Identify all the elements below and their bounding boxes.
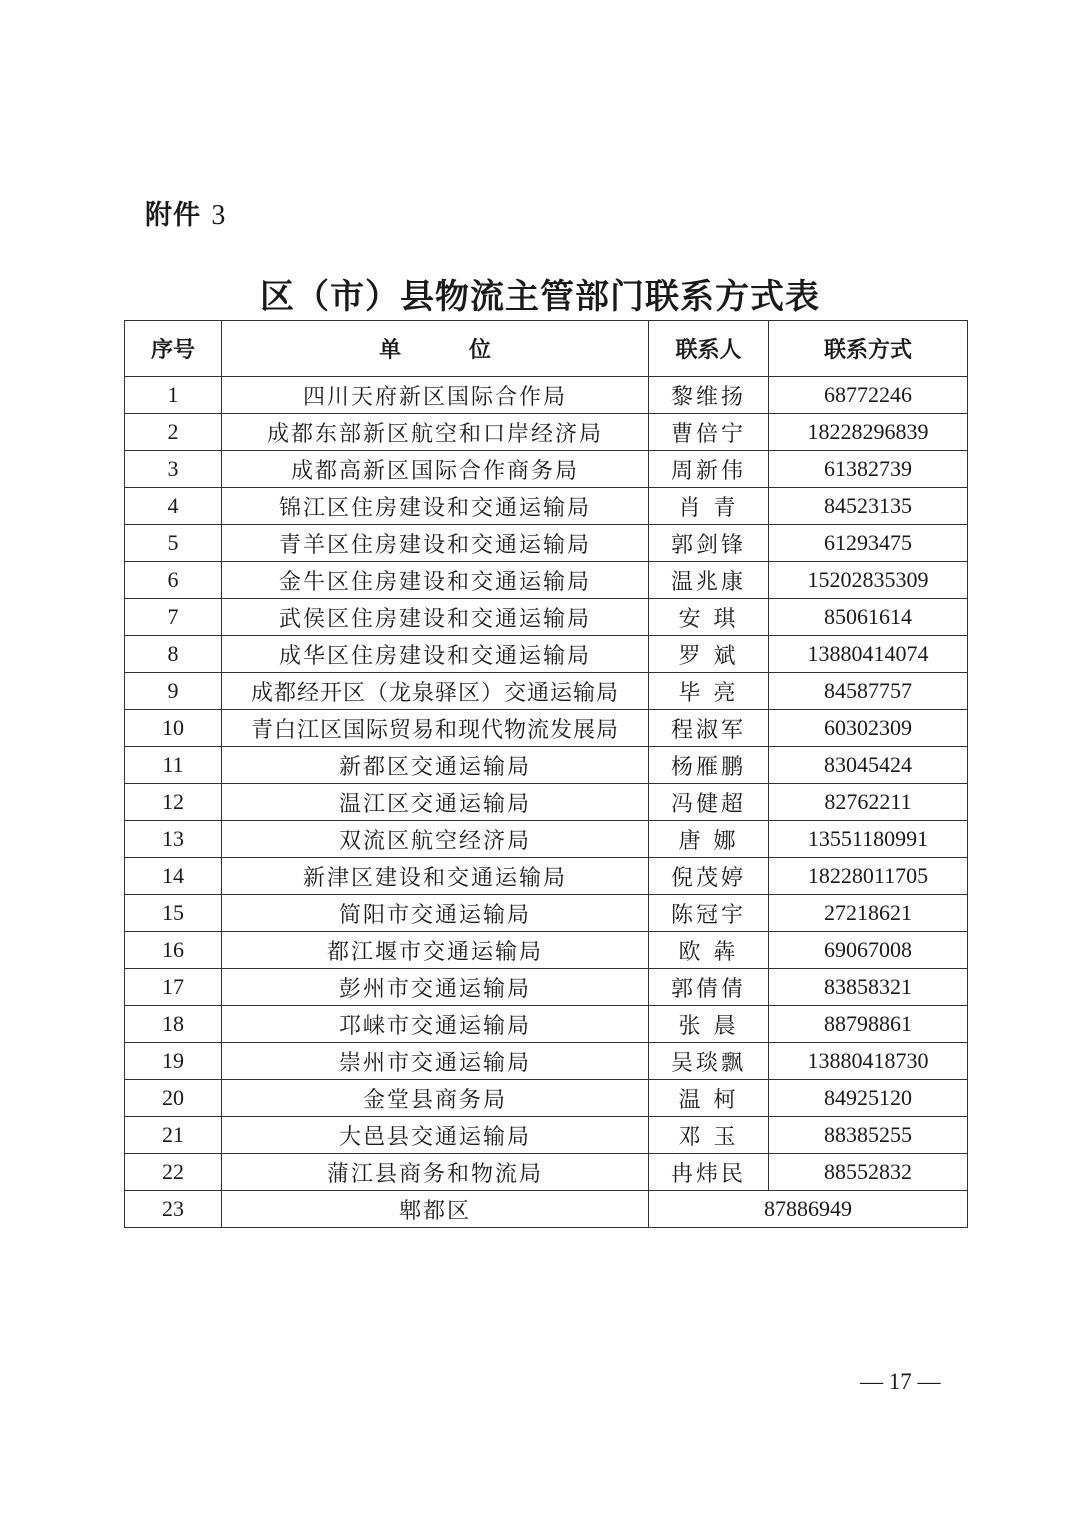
cell-seq: 3 bbox=[125, 451, 222, 488]
cell-contact: 温兆康 bbox=[649, 562, 769, 599]
cell-unit: 金堂县商务局 bbox=[222, 1080, 649, 1117]
table-row bbox=[125, 636, 968, 673]
cell-unit: 崇州市交通运输局 bbox=[222, 1043, 649, 1080]
cell-contact: 唐 娜 bbox=[649, 821, 769, 858]
cell-unit: 邛崃市交通运输局 bbox=[222, 1006, 649, 1043]
cell-phone: 84587757 bbox=[769, 673, 968, 710]
cell-contact: 温 柯 bbox=[649, 1080, 769, 1117]
attachment-number: 3 bbox=[211, 200, 227, 231]
cell-phone: 60302309 bbox=[769, 710, 968, 747]
table-row bbox=[125, 710, 968, 747]
cell-contact: 黎维扬 bbox=[649, 377, 769, 414]
cell-phone: 27218621 bbox=[769, 895, 968, 932]
table-row-last bbox=[125, 1191, 968, 1228]
cell-contact: 欧 犇 bbox=[649, 932, 769, 969]
header-unit: 单 位 bbox=[222, 321, 649, 377]
cell-unit: 成都经开区（龙泉驿区）交通运输局 bbox=[222, 673, 649, 710]
header-phone: 联系方式 bbox=[769, 321, 968, 377]
table-row bbox=[125, 1080, 968, 1117]
cell-phone: 83045424 bbox=[769, 747, 968, 784]
header-contact: 联系人 bbox=[649, 321, 769, 377]
cell-seq: 12 bbox=[125, 784, 222, 821]
cell-unit: 蒲江县商务和物流局 bbox=[222, 1154, 649, 1191]
cell-phone: 82762211 bbox=[769, 784, 968, 821]
cell-unit: 成都东部新区航空和口岸经济局 bbox=[222, 414, 649, 451]
table-row bbox=[125, 895, 968, 932]
cell-seq: 4 bbox=[125, 488, 222, 525]
table-row bbox=[125, 377, 968, 414]
cell-contact: 曹倍宁 bbox=[649, 414, 769, 451]
table-row bbox=[125, 932, 968, 969]
cell-seq: 11 bbox=[125, 747, 222, 784]
cell-contact: 肖 青 bbox=[649, 488, 769, 525]
cell-phone: 18228296839 bbox=[769, 414, 968, 451]
page-number: — 17 — bbox=[860, 1369, 941, 1394]
cell-contact: 毕 亮 bbox=[649, 673, 769, 710]
cell-seq: 7 bbox=[125, 599, 222, 636]
cell-contact: 安 琪 bbox=[649, 599, 769, 636]
cell-seq: 1 bbox=[125, 377, 222, 414]
cell-seq: 20 bbox=[125, 1080, 222, 1117]
cell-phone: 84523135 bbox=[769, 488, 968, 525]
cell-unit: 成都高新区国际合作商务局 bbox=[222, 451, 649, 488]
cell-phone: 61382739 bbox=[769, 451, 968, 488]
cell-contact: 邓 玉 bbox=[649, 1117, 769, 1154]
cell-seq: 14 bbox=[125, 858, 222, 895]
cell-phone: 68772246 bbox=[769, 377, 968, 414]
cell-unit: 金牛区住房建设和交通运输局 bbox=[222, 562, 649, 599]
cell-unit: 武侯区住房建设和交通运输局 bbox=[222, 599, 649, 636]
table-row bbox=[125, 525, 968, 562]
cell-unit: 彭州市交通运输局 bbox=[222, 969, 649, 1006]
table-row bbox=[125, 1154, 968, 1191]
cell-seq: 13 bbox=[125, 821, 222, 858]
table-row bbox=[125, 969, 968, 1006]
cell-seq: 6 bbox=[125, 562, 222, 599]
table-header-row bbox=[125, 321, 968, 377]
table-row bbox=[125, 488, 968, 525]
header-seq: 序号 bbox=[125, 321, 222, 377]
table-row bbox=[125, 414, 968, 451]
cell-unit: 双流区航空经济局 bbox=[222, 821, 649, 858]
cell-phone: 85061614 bbox=[769, 599, 968, 636]
cell-seq: 5 bbox=[125, 525, 222, 562]
cell-phone: 13551180991 bbox=[769, 821, 968, 858]
cell-seq: 10 bbox=[125, 710, 222, 747]
cell-seq: 22 bbox=[125, 1154, 222, 1191]
page-title: 区（市）县物流主管部门联系方式表 bbox=[260, 277, 820, 317]
cell-unit: 青羊区住房建设和交通运输局 bbox=[222, 525, 649, 562]
cell-phone: 13880414074 bbox=[769, 636, 968, 673]
cell-unit: 新津区建设和交通运输局 bbox=[222, 858, 649, 895]
table-row bbox=[125, 1006, 968, 1043]
cell-phone: 84925120 bbox=[769, 1080, 968, 1117]
cell-seq: 23 bbox=[125, 1191, 222, 1228]
table-row bbox=[125, 821, 968, 858]
cell-unit: 简阳市交通运输局 bbox=[222, 895, 649, 932]
cell-contact: 吴琰飘 bbox=[649, 1043, 769, 1080]
cell-contact: 冉炜民 bbox=[649, 1154, 769, 1191]
cell-phone: 88385255 bbox=[769, 1117, 968, 1154]
cell-seq: 2 bbox=[125, 414, 222, 451]
attachment-text: 附件 bbox=[145, 200, 201, 231]
contacts-table bbox=[124, 320, 968, 1228]
cell-seq: 16 bbox=[125, 932, 222, 969]
cell-unit: 新都区交通运输局 bbox=[222, 747, 649, 784]
table-row bbox=[125, 858, 968, 895]
cell-phone: 13880418730 bbox=[769, 1043, 968, 1080]
table-row bbox=[125, 673, 968, 710]
cell-contact: 郭剑锋 bbox=[649, 525, 769, 562]
table-body bbox=[125, 377, 968, 1228]
cell-unit: 大邑县交通运输局 bbox=[222, 1117, 649, 1154]
table-row bbox=[125, 599, 968, 636]
table-row bbox=[125, 747, 968, 784]
cell-phone: 83858321 bbox=[769, 969, 968, 1006]
cell-unit: 青白江区国际贸易和现代物流发展局 bbox=[222, 710, 649, 747]
cell-unit: 温江区交通运输局 bbox=[222, 784, 649, 821]
cell-contact: 郭倩倩 bbox=[649, 969, 769, 1006]
cell-contact: 倪茂婷 bbox=[649, 858, 769, 895]
table-row bbox=[125, 1117, 968, 1154]
cell-unit: 郫都区 bbox=[222, 1191, 649, 1228]
cell-seq: 15 bbox=[125, 895, 222, 932]
cell-contact: 程淑军 bbox=[649, 710, 769, 747]
cell-contact: 张 晨 bbox=[649, 1006, 769, 1043]
cell-seq: 17 bbox=[125, 969, 222, 1006]
cell-phone: 15202835309 bbox=[769, 562, 968, 599]
cell-seq: 18 bbox=[125, 1006, 222, 1043]
cell-unit: 成华区住房建设和交通运输局 bbox=[222, 636, 649, 673]
cell-contact: 陈冠宇 bbox=[649, 895, 769, 932]
cell-contact: 冯健超 bbox=[649, 784, 769, 821]
cell-seq: 8 bbox=[125, 636, 222, 673]
table-row bbox=[125, 784, 968, 821]
table-row bbox=[125, 451, 968, 488]
cell-phone: 69067008 bbox=[769, 932, 968, 969]
cell-phone: 61293475 bbox=[769, 525, 968, 562]
cell-phone: 88552832 bbox=[769, 1154, 968, 1191]
cell-unit: 都江堰市交通运输局 bbox=[222, 932, 649, 969]
cell-phone: 88798861 bbox=[769, 1006, 968, 1043]
cell-seq: 19 bbox=[125, 1043, 222, 1080]
attachment-label bbox=[145, 193, 226, 232]
cell-contact: 杨雁鹏 bbox=[649, 747, 769, 784]
cell-contact: 罗 斌 bbox=[649, 636, 769, 673]
cell-phone: 18228011705 bbox=[769, 858, 968, 895]
cell-seq: 21 bbox=[125, 1117, 222, 1154]
cell-phone-merged: 87886949 bbox=[649, 1191, 968, 1228]
cell-contact: 周新伟 bbox=[649, 451, 769, 488]
table-row bbox=[125, 1043, 968, 1080]
cell-unit: 锦江区住房建设和交通运输局 bbox=[222, 488, 649, 525]
cell-unit: 四川天府新区国际合作局 bbox=[222, 377, 649, 414]
cell-seq: 9 bbox=[125, 673, 222, 710]
table-row bbox=[125, 562, 968, 599]
